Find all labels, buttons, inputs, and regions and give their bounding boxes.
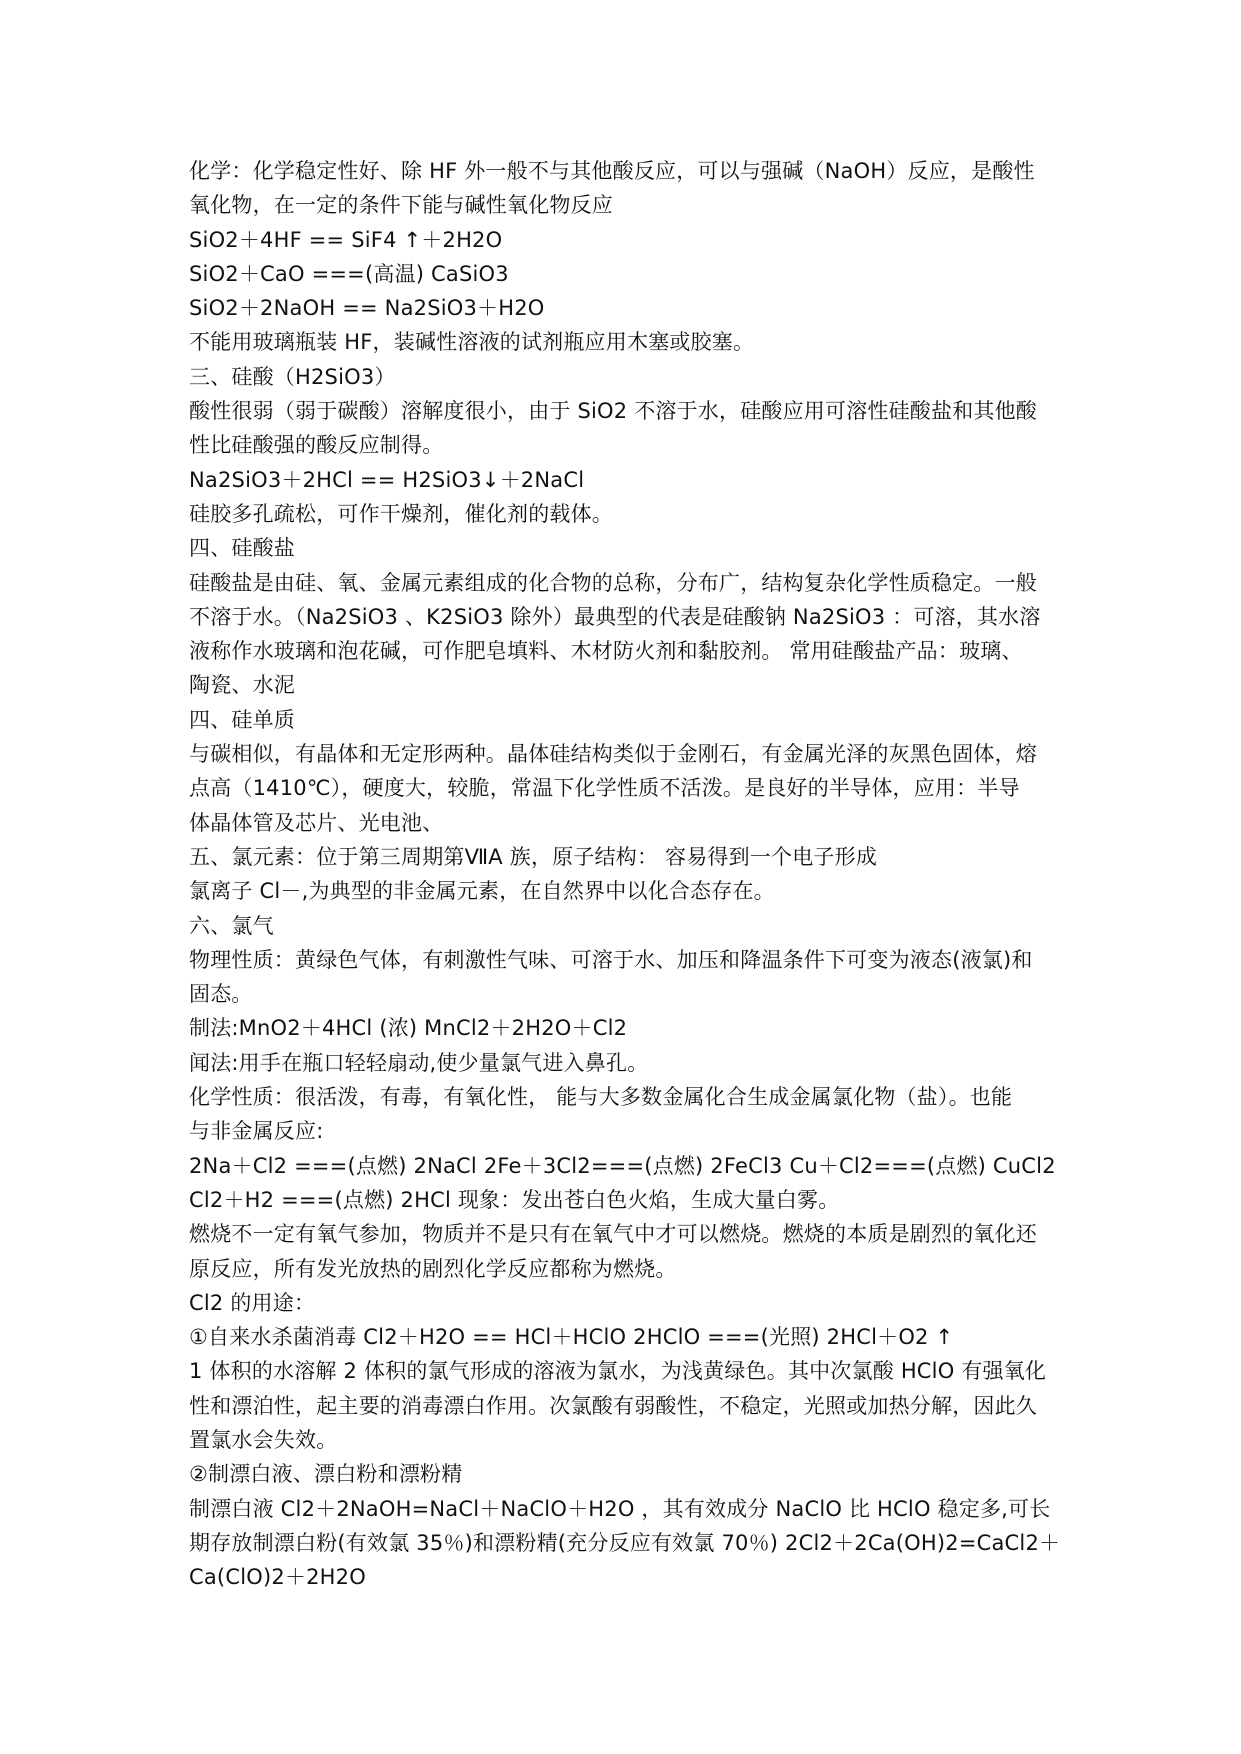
text-line: 物理性质：黄绿色气体，有刺激性气味、可溶于水、加压和降温条件下可变为液态(液氯)和 [189, 947, 1033, 972]
text-line: Cl2 的用途： [189, 1290, 316, 1315]
text-line: 不溶于水。（Na2SiO3 、K2SiO3 除外）最典型的代表是硅酸钠 Na2SiO3 ：可溶，其水溶 [189, 604, 1041, 629]
equation-line: ①自来水杀菌消毒 Cl2＋H2O == HCl＋HClO 2HClO ===(光照) 2HCl＋O2 ↑ [189, 1325, 954, 1350]
text-line: 固态。 [189, 982, 253, 1007]
text-line: 氧化物，在一定的条件下能与碱性氧化物反应 [189, 193, 613, 218]
section-heading: 四、硅酸盐 [189, 536, 295, 561]
text-line: 闻法:用手在瓶口轻轻扇动,使少量氯气进入鼻孔。 [189, 1050, 649, 1075]
section-heading: 五、氯元素：位于第三周期第ⅦA 族，原子结构： 容易得到一个电子形成 [189, 844, 878, 869]
text-line: 1 体积的水溶解 2 体积的氯气形成的溶液为氯水，为浅黄绿色。其中次氯酸 HClO 有强氧化 [189, 1359, 1047, 1384]
text-line: 原反应，所有发光放热的剧烈化学反应都称为燃烧。 [189, 1256, 677, 1281]
text-line: 置氯水会失效。 [189, 1427, 338, 1452]
text-line: 性和漂泊性，起主要的消毒漂白作用。次氯酸有弱酸性，不稳定，光照或加热分解，因此久 [189, 1393, 1037, 1418]
text-line: 性比硅酸强的酸反应制得。 [189, 433, 444, 458]
text-line: 体晶体管及芯片、光电池、 [189, 810, 444, 835]
text-line: 酸性很弱（弱于碳酸）溶解度很小，由于 SiO2 不溶于水，硅酸应用可溶性硅酸盐和其他酸 [189, 399, 1038, 424]
text-line: 化学性质：很活泼，有毒，有氧化性， 能与大多数金属化合生成金属氯化物（盐）。也能 [189, 1085, 1013, 1110]
equation-line: Cl2＋H2 ===(点燃) 2HCl 现象：发出苍白色火焰，生成大量白雾。 [189, 1187, 840, 1212]
text-line: 与非金属反应: [189, 1119, 324, 1144]
equation-line: SiO2＋4HF == SiF4 ↑＋2H2O [189, 227, 503, 252]
text-line: 陶瓷、水泥 [189, 673, 295, 698]
equation-line: 期存放制漂白粉(有效氯 35％)和漂粉精(充分反应有效氯 70％) 2Cl2＋2Ca(OH)2=CaCl2＋ [189, 1530, 1061, 1555]
text-line: 与碳相似，有晶体和无定形两种。晶体硅结构类似于金刚石，有金属光泽的灰黑色固体，熔 [189, 742, 1037, 767]
text-line: 氯离子 Cl－,为典型的非金属元素，在自然界中以化合态存在。 [189, 879, 775, 904]
document-body [189, 154, 1069, 1594]
equation-line: SiO2＋2NaOH == Na2SiO3＋H2O [189, 296, 545, 321]
section-heading: 四、硅单质 [189, 707, 295, 732]
text-line: 硅酸盐是由硅、氧、金属元素组成的化合物的总称，分布广，结构复杂化学性质稳定。一般 [189, 570, 1037, 595]
text-line: 硅胶多孔疏松，可作干燥剂，催化剂的载体。 [189, 501, 613, 526]
equation-line: SiO2＋CaO ===(高温) CaSiO3 [189, 261, 509, 286]
equation-line: 2Na＋Cl2 ===(点燃) 2NaCl 2Fe＋3Cl2===(点燃) 2FeCl3 Cu＋Cl2===(点燃) CuCl2 [189, 1153, 1056, 1178]
section-heading: 三、硅酸（H2SiO3） [189, 364, 396, 389]
text-line: 化学：化学稳定性好、除 HF 外一般不与其他酸反应，可以与强碱（NaOH）反应，是酸性 [189, 159, 1035, 183]
text-line: 不能用玻璃瓶装 HF，装碱性溶液的试剂瓶应用木塞或胶塞。 [189, 330, 755, 355]
equation-line: Na2SiO3＋2HCl == H2SiO3↓＋2NaCl [189, 467, 585, 492]
text-line: 液称作水玻璃和泡花碱，可作肥皂填料、木材防火剂和黏胶剂。 常用硅酸盐产品：玻璃、 [189, 639, 1023, 664]
text-line: 点高（1410℃），硬度大，较脆，常温下化学性质不活泼。是良好的半导体，应用：半导 [189, 776, 1020, 801]
equation-line: Ca(ClO)2＋2H2O [189, 1565, 366, 1590]
text-line: 燃烧不一定有氧气参加，物质并不是只有在氧气中才可以燃烧。燃烧的本质是剧烈的氧化还 [189, 1222, 1037, 1247]
equation-line: 制法:MnO2＋4HCl (浓) MnCl2＋2H2O＋Cl2 [189, 1016, 628, 1041]
section-heading: 六、氯气 [189, 913, 274, 938]
text-line: ②制漂白液、漂白粉和漂粉精 [189, 1462, 463, 1487]
equation-line: 制漂白液 Cl2＋2NaOH=NaCl＋NaClO＋H2O ，其有效成分 NaClO 比 HClO 稳定多,可长 [189, 1496, 1051, 1521]
